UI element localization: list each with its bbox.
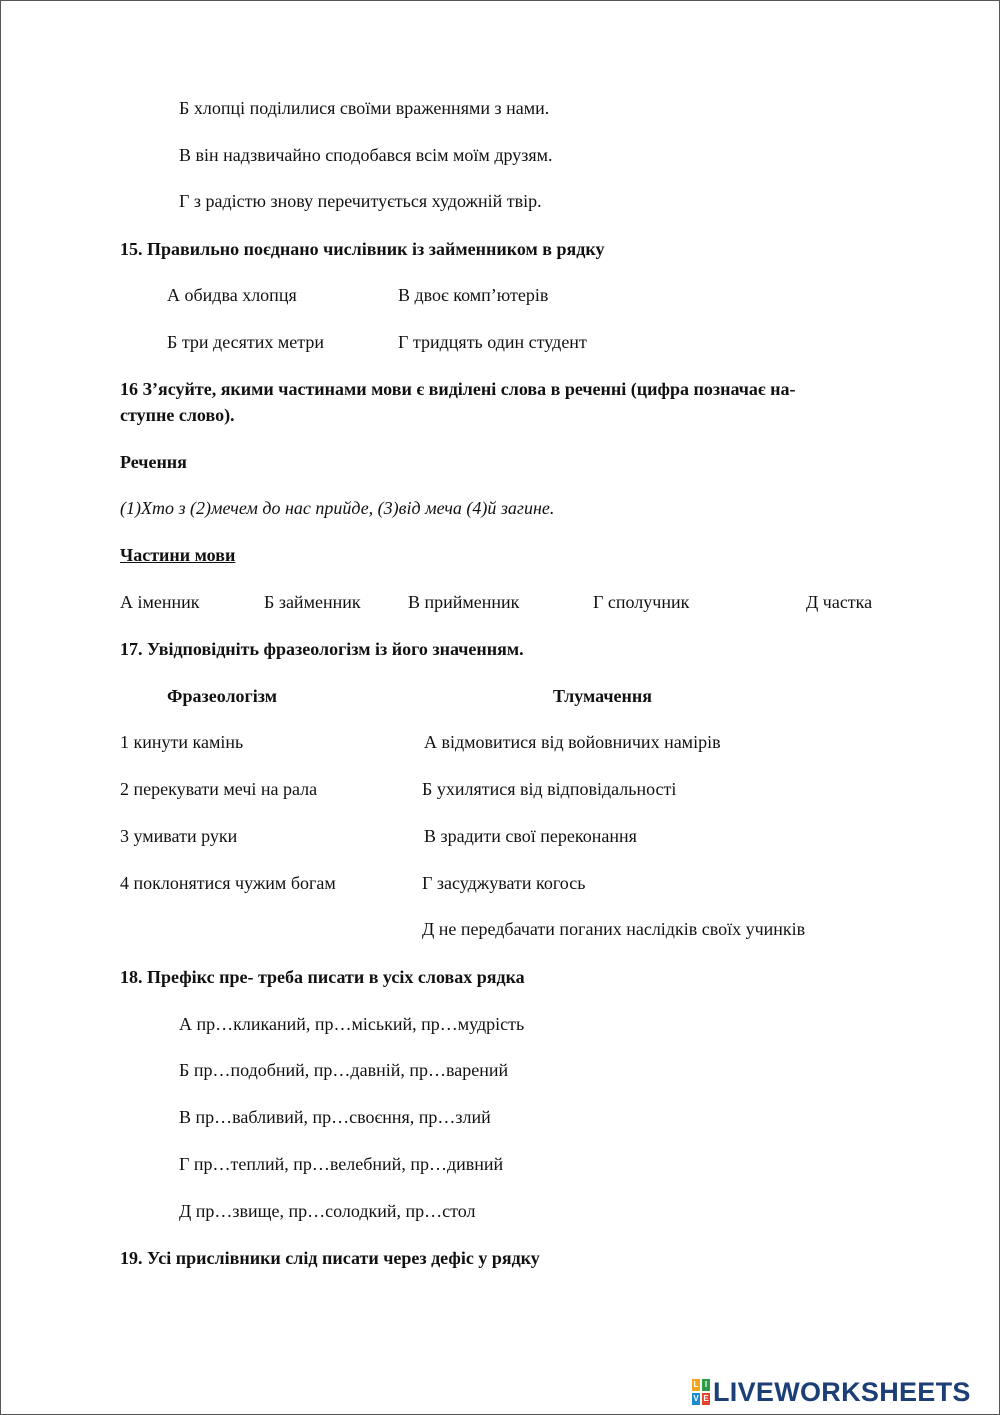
q14-option-v: В він надзвичайно сподобався всім моїм друзям.: [179, 145, 553, 165]
q17-col-left-header: Фразеологізм: [167, 686, 277, 706]
q16-part-d: Д частка: [806, 592, 873, 612]
q18-option-b: Б пр…подобний, пр…давній, пр…варений: [179, 1060, 509, 1080]
q16-parts-label: Частини мови: [120, 545, 236, 565]
q18-option-d: Д пр…звище, пр…солодкий, пр…стол: [179, 1201, 476, 1221]
q18-option-v: В пр…вабливий, пр…своєння, пр…злий: [179, 1107, 491, 1127]
logo-letter-i: I: [702, 1379, 710, 1391]
q17-meaning-a: А відмовитися від войовничих намірів: [424, 732, 721, 752]
q17-phrase-3: 3 умивати руки: [120, 826, 238, 846]
q15-option-b: Б три десятих метри: [167, 332, 325, 352]
q17-phrase-1: 1 кинути камінь: [120, 732, 244, 752]
q16-sentence: (1)Хто з (2)мечем до нас прийде, (3)від меча (4)й загине.: [120, 498, 555, 518]
q14-option-b: Б хлопці поділилися своїми враженнями з нами.: [179, 98, 550, 118]
q17-meaning-v: В зрадити свої переконання: [424, 826, 637, 846]
q16-sentence-label: Речення: [120, 452, 187, 472]
q17-title: 17. Увідповідніть фразеологізм із його значенням.: [120, 639, 524, 659]
q16-title-line2: ступне слово).: [120, 405, 235, 425]
liveworksheets-logo-text: LIVEWORKSHEETS: [713, 1376, 971, 1407]
q17-phrase-2: 2 перекувати мечі на рала: [120, 779, 318, 799]
q15-option-v: В двоє комп’ютерів: [398, 285, 549, 305]
q19-title: 19. Усі прислівники слід писати через дефіс у рядку: [120, 1248, 540, 1268]
q16-part-a: А іменник: [120, 592, 200, 612]
q16-part-g: Г сполучник: [593, 592, 690, 612]
liveworksheets-logo: [692, 1377, 971, 1407]
q14-option-g: Г з радістю знову перечитується художній твір.: [179, 191, 542, 211]
q17-meaning-d: Д не передбачати поганих наслідків своїх учинків: [422, 919, 806, 939]
q16-part-b: Б займенник: [264, 592, 361, 612]
q15-option-g: Г тридцять один студент: [398, 332, 587, 352]
logo-letter-e: E: [703, 1394, 709, 1403]
q18-title: 18. Префікс пре- треба писати в усіх словах рядка: [120, 967, 525, 987]
q17-col-right-header: Тлумачення: [553, 686, 653, 706]
q16-part-v: В прийменник: [408, 592, 520, 612]
liveworksheets-logo-icon: [692, 1379, 710, 1405]
q17-meaning-b: Б ухилятися від відповідальності: [422, 779, 677, 799]
q15-option-a: А обидва хлопця: [167, 285, 297, 305]
q15-title: 15. Правильно поєднано числівник із займенником в рядку: [120, 239, 605, 259]
logo-letter-v: V: [693, 1394, 699, 1403]
q18-option-g: Г пр…теплий, пр…велебний, пр…дивний: [179, 1154, 504, 1174]
q16-title-line1: 16 З’ясуйте, якими частинами мови є виділені слова в реченні (цифра позначає на-: [120, 379, 796, 399]
logo-letter-l: L: [693, 1380, 699, 1389]
q17-phrase-4: 4 поклонятися чужим богам: [120, 873, 336, 893]
q17-meaning-g: Г засуджувати когось: [422, 873, 586, 893]
q18-option-a: А пр…кликаний, пр…міський, пр…мудрість: [179, 1014, 525, 1034]
